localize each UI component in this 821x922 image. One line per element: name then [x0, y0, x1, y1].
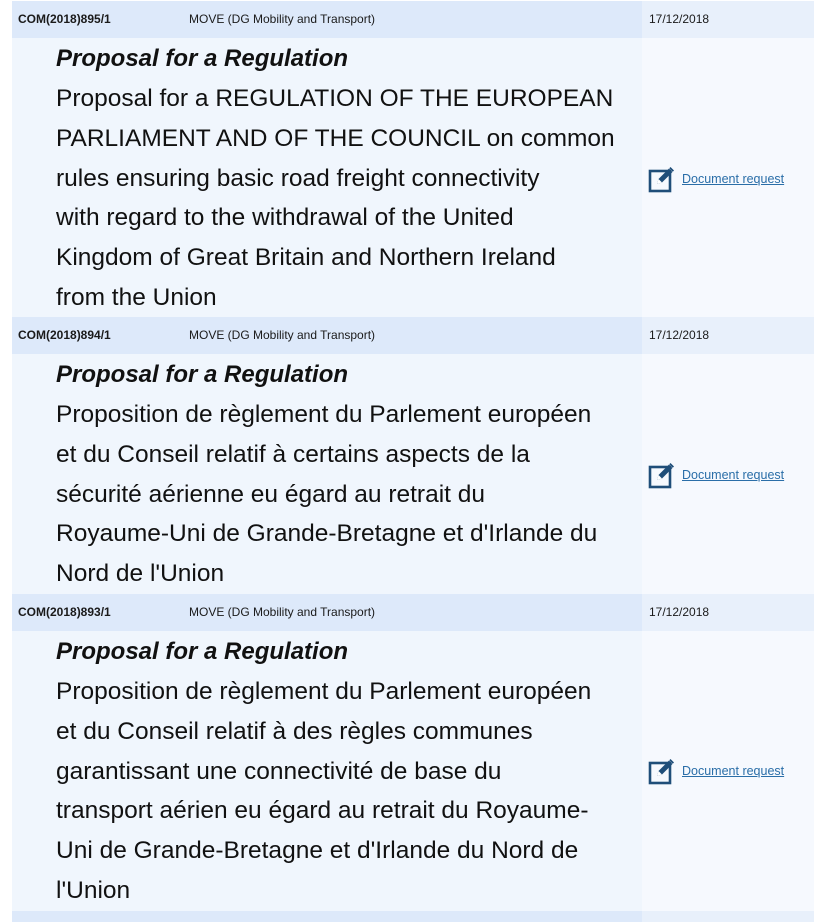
document-record [12, 1, 814, 317]
document-reference: COM(2018)894/1 [18, 328, 111, 342]
document-date: 17/12/2018 [649, 12, 710, 26]
document-request-link[interactable]: Document request [682, 172, 785, 186]
record-header-row [12, 317, 814, 354]
document-description: Proposition de règlement du Parlement européen et du Conseil relatif à des règles communes garantissant une connectivité de base du transport aérien eu égard au retrait du Royaume- Uni de Grande-Bretagne et d'Irlande du Nord de l'Union [56, 678, 592, 904]
record-body-row [12, 631, 814, 911]
record-header-row [12, 1, 814, 38]
document-request-action[interactable] [648, 164, 784, 194]
document-request-action[interactable] [648, 460, 784, 490]
document-request-link[interactable]: Document request [682, 468, 785, 482]
document-reference: COM(2018)893/1 [18, 605, 111, 619]
directorate-general: MOVE (DG Mobility and Transport) [189, 328, 376, 342]
record-description-cell [12, 38, 642, 317]
document-type: Proposal for a Regulation [56, 45, 349, 72]
document-date: 17/12/2018 [649, 328, 710, 342]
next-record-date-cell-partial [642, 911, 814, 922]
document-reference: COM(2018)895/1 [18, 12, 111, 26]
date-cell [642, 594, 814, 631]
record-header-row [12, 594, 814, 631]
document-type: Proposal for a Regulation [56, 361, 349, 388]
record-body-row [12, 38, 814, 317]
record-body-row [12, 354, 814, 594]
document-description: Proposition de règlement du Parlement européen et du Conseil relatif à certains aspects de la sécurité aérienne eu égard au retrait du Royaume-Uni de Grande-Bretagne et d'Irlande du Nord de l'Union [56, 401, 598, 588]
record-action-cell [642, 38, 814, 317]
directorate-general: MOVE (DG Mobility and Transport) [189, 605, 376, 619]
next-record-header-partial [12, 911, 814, 922]
directorate-general: MOVE (DG Mobility and Transport) [189, 12, 376, 26]
edit-document-icon[interactable] [648, 757, 676, 785]
record-description-cell [12, 631, 642, 911]
document-record [12, 594, 814, 911]
edit-document-icon[interactable] [648, 461, 676, 489]
document-record [12, 317, 814, 594]
document-date: 17/12/2018 [649, 605, 710, 619]
document-request-link[interactable]: Document request [682, 764, 785, 778]
record-action-cell [642, 631, 814, 911]
date-cell [642, 317, 814, 354]
document-description: Proposal for a REGULATION OF THE EUROPEAN PARLIAMENT AND OF THE COUNCIL on common rules ensuring basic road freight connectivity with regard to the withdrawal of the United Kingdom of Great Britain and Northern Ireland from the Union [56, 85, 615, 311]
document-request-action[interactable] [648, 756, 784, 786]
record-description-cell [12, 354, 642, 594]
record-action-cell [642, 354, 814, 594]
document-type: Proposal for a Regulation [56, 638, 349, 665]
edit-document-icon[interactable] [648, 165, 676, 193]
date-cell [642, 1, 814, 38]
